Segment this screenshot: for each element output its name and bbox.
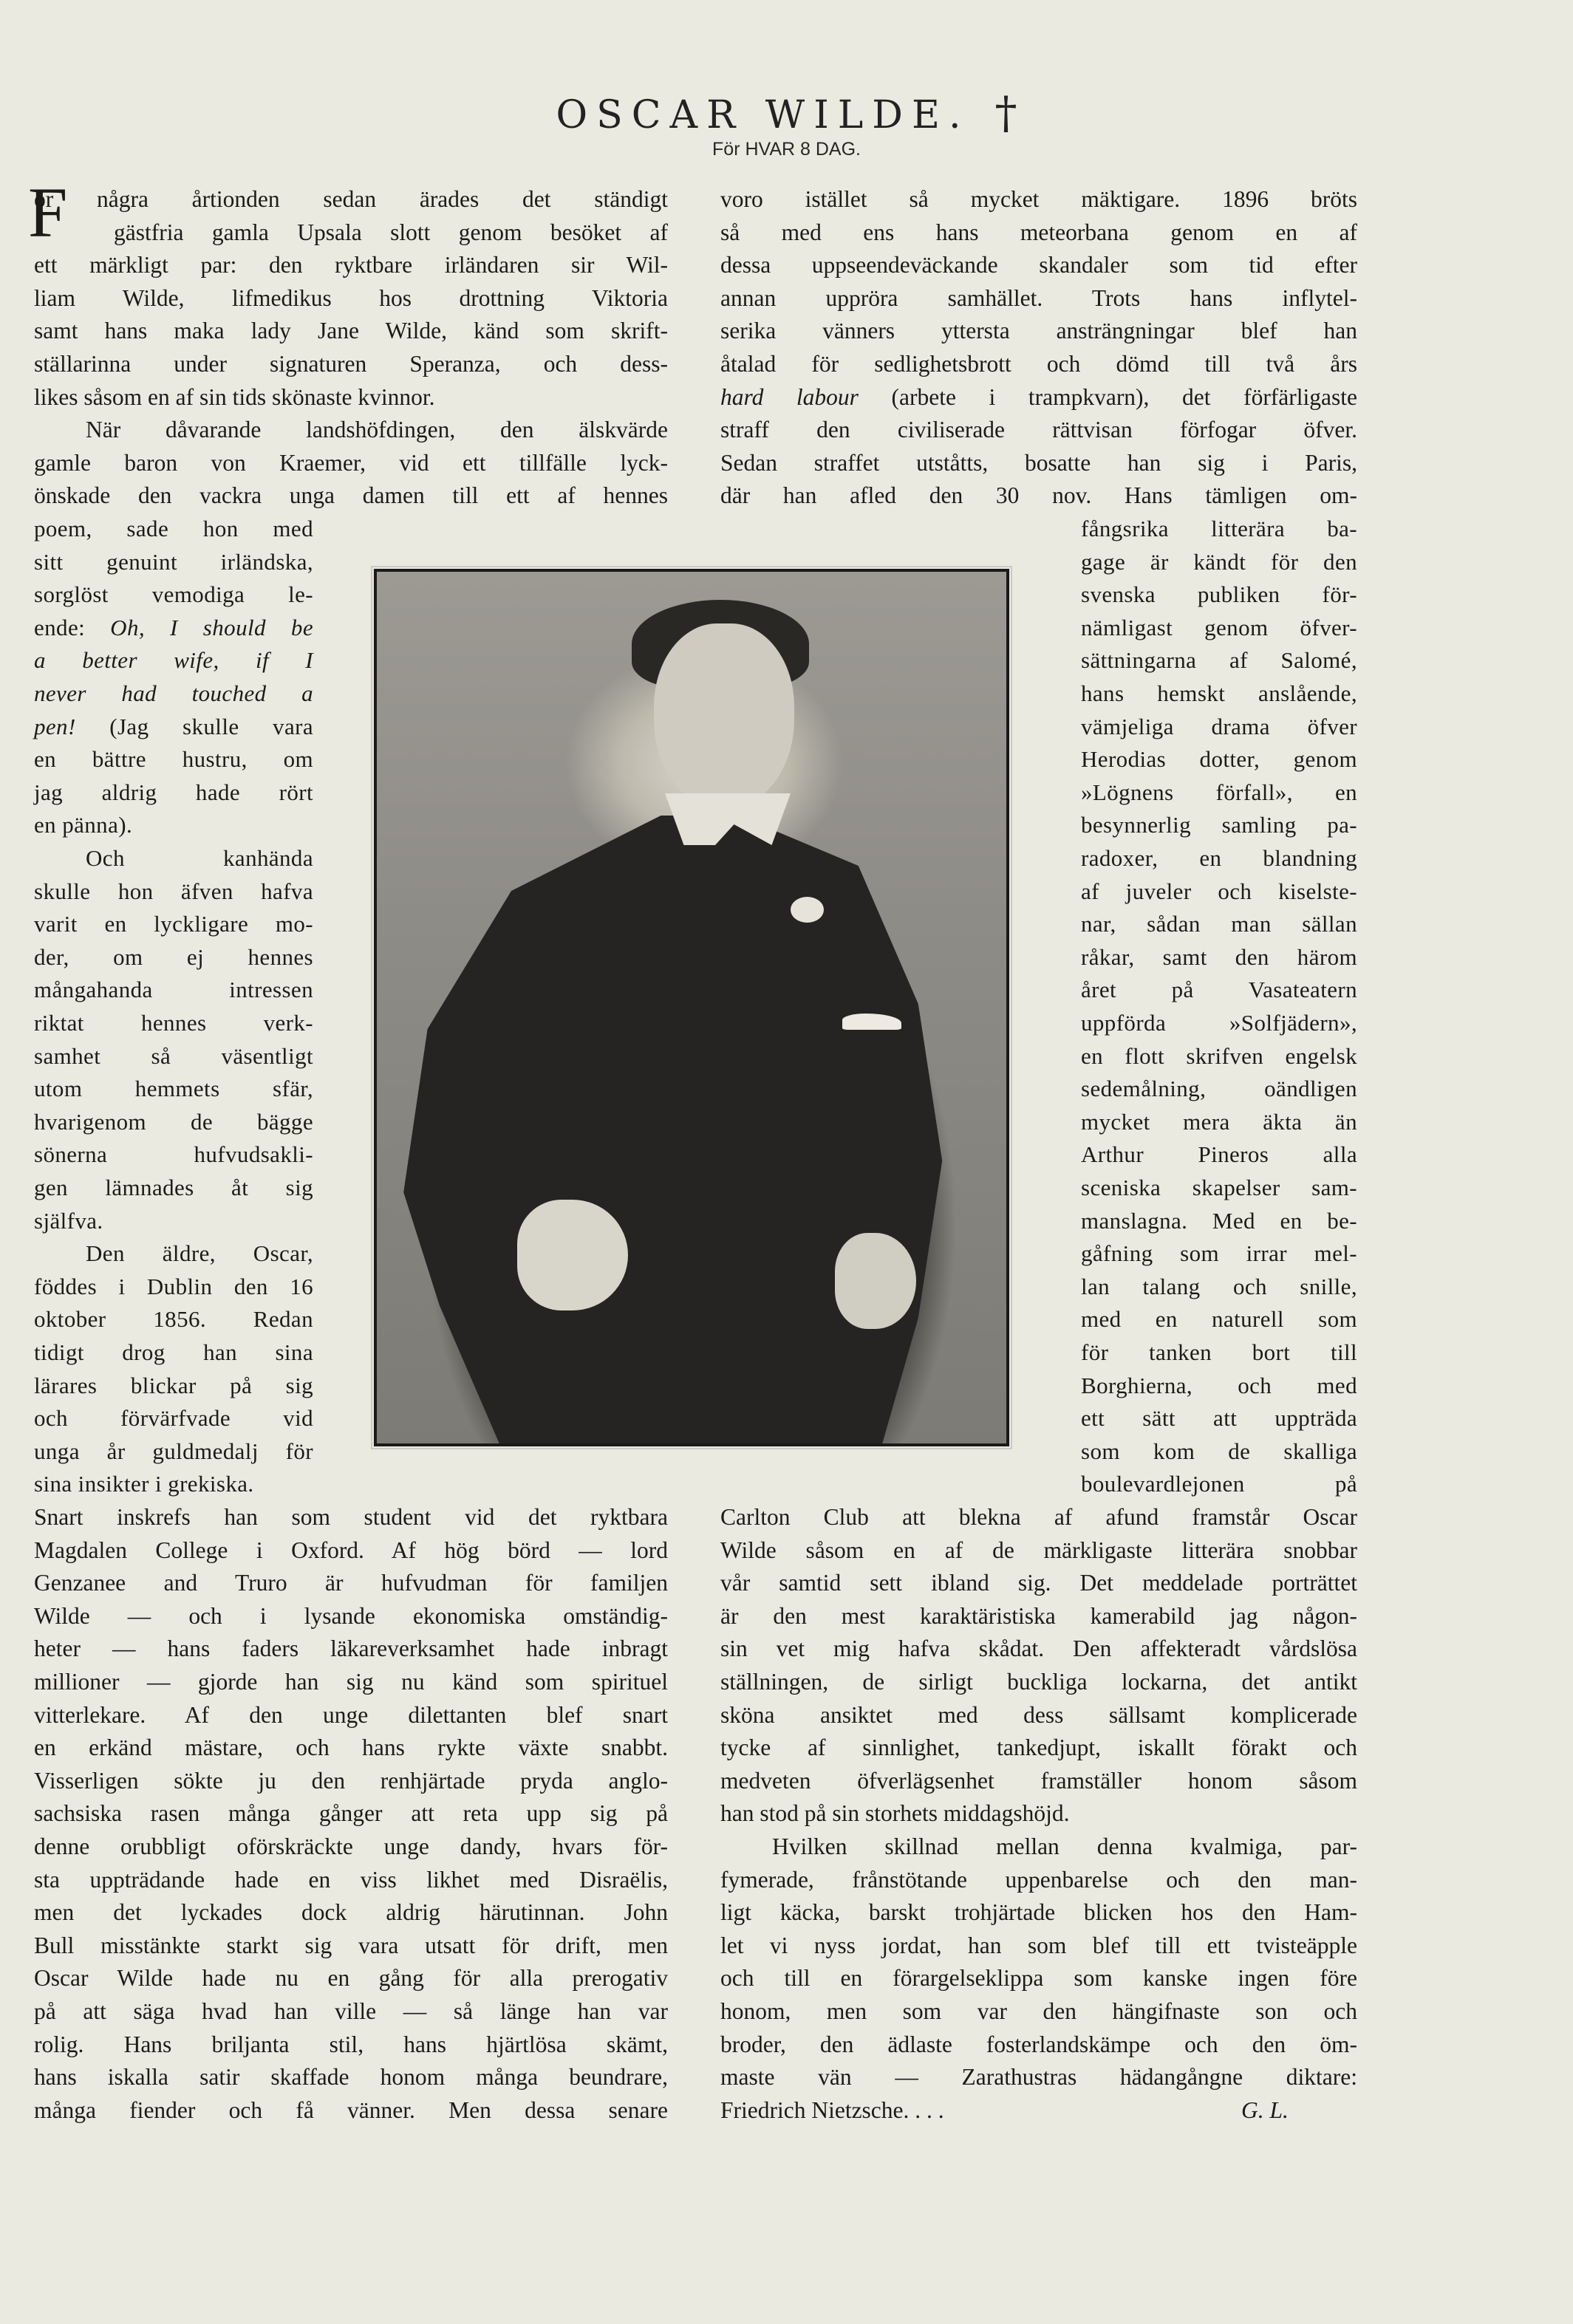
text-line: Hvilken skillnad mellan denna kvalmiga, par- (772, 1833, 1357, 1859)
text-line: året på Vasateatern (1081, 977, 1357, 1003)
text-line: annan upprörа samhället. Trots hans inflytel- (720, 284, 1357, 311)
text-line: medveten öfverlägsenhet framställer honom såsom (720, 1767, 1357, 1794)
italic-phrase: never had touched a (34, 680, 313, 706)
text-line: åtalad för sedlighetsbrott och dömd till två års (720, 351, 1357, 377)
text-line: utom hemmets sfär, (34, 1076, 313, 1102)
italic-phrase: Oh, I should be (110, 614, 313, 640)
text-line: samt hans maka lady Jane Wilde, känd som skrift- (34, 318, 668, 344)
text-line: hard labour (arbete i trampkvarn), det förfärligaste (720, 383, 1357, 410)
portrait-photo (374, 569, 1009, 1446)
photo-buttonhole-flower (791, 897, 824, 923)
text-line: sin vet mig hafva skådat. Den affekteradt vårdslösa (720, 1636, 1357, 1662)
text-line: boulevardlejonen på (1081, 1471, 1357, 1497)
text-line: besynnerlig samling pa- (1081, 812, 1357, 838)
text-line: Visserligen sökte ju den renhjärtade pryda anglo- (34, 1767, 668, 1794)
text-line: serika vänners yttersta ansträngningar blef han (720, 318, 1357, 344)
text-line: ligt käcka, barskt trohjärtade blicken hos den Ham- (720, 1899, 1357, 1926)
text-line: oktober 1856. Redan (34, 1306, 313, 1333)
text-line: och till en förargelseklippa som kanske ingen före (720, 1965, 1357, 1992)
text-line: gen lämnades åt sig (34, 1175, 313, 1200)
text-line (34, 677, 313, 710)
dagger-icon: † (994, 87, 1017, 139)
text-line: rolig. Hans briljanta stil, hans hjärtlösa skämt, (34, 2031, 668, 2057)
text-line: mycket mera äkta än (1081, 1108, 1357, 1135)
italic-phrase: a better wife, if I (34, 647, 313, 674)
text-line: en bättre hustru, om (34, 746, 313, 773)
italic-phrase: pen! (34, 713, 76, 739)
text-line: skulle hon äfven hafva (34, 878, 313, 904)
text-line: ett märkligt par: den ryktbare irländaren sir Wil- (34, 252, 668, 278)
drop-cap: F (28, 173, 68, 252)
text-line: svenska publiken för- (1081, 581, 1357, 608)
text-line: heter — hans faders läkareverksamhet hade inbragt (34, 1636, 668, 1662)
text-line: han stod på sin storhets middagshöjd. (720, 1800, 1070, 1827)
photo-hand-right (835, 1233, 916, 1329)
text-line: jag aldrig hade rört (34, 779, 313, 805)
text-line: sina insikter i grekiska. (34, 1471, 254, 1497)
text-line: en pänna). (34, 812, 133, 838)
text-line: Genzanee and Truro är hufvudman för familjen (34, 1570, 668, 1596)
text-line: lärares blickar på sig (34, 1372, 313, 1398)
text-line: på att säga hvad han ville — så länge han var (34, 1998, 668, 2024)
text-line: »Lögnens förfall», en (1081, 779, 1357, 805)
text-line: som kom de skalliga (1081, 1438, 1357, 1464)
text-line: manslagna. Med en be- (1081, 1207, 1357, 1234)
text-line: broder, den ädlaste fosterlandskämpe och den öm- (720, 2031, 1357, 2057)
text-line: sköna ansiktet med dess sällsamt komplicerade (720, 1701, 1357, 1728)
text-line: vår samtid sett ibland sig. Det meddelade porträttet (720, 1570, 1357, 1596)
author-signature: G. L. (1241, 2096, 1289, 2123)
text-line: men det lyckades dock aldrig härutinnan. John (34, 1899, 668, 1926)
text-line: ställningen, de sirligt buckliga lockarna, det antikt (720, 1669, 1357, 1695)
text-line: Borghierna, och med (1081, 1372, 1357, 1398)
text-line: och förvärfvade vid (34, 1405, 313, 1432)
text-line: sönerna hufvudsakli- (34, 1141, 313, 1168)
text-line: själfva. (34, 1207, 103, 1234)
text-line: fångsrika litterära ba- (1081, 516, 1357, 541)
text-line: många fiender och få vänner. Men dessa senare (34, 2096, 668, 2123)
text-line: ställarinna under signaturen Speranza, och dess- (34, 351, 668, 377)
text-line: nar, sådan man sällan (1081, 911, 1357, 937)
text-line: varit en lyckligare mo- (34, 911, 313, 937)
text-line: uppförda »Solfjädern», (1081, 1010, 1357, 1036)
text-line: tycke af sinnlighet, tankedjupt, iskallt förakt och (720, 1735, 1357, 1761)
text-line: sitt genuint irländska, (34, 548, 313, 575)
text-line: vitterlekare. Af den unge dilettanten blef snart (34, 1701, 668, 1728)
text-line: föddes i Dublin den 16 (34, 1273, 313, 1299)
italic-phrase: hard labour (720, 383, 859, 410)
text-line: Arthur Pineros alla (1081, 1141, 1357, 1168)
text-line: ör några årtionden sedan ärades det ständigt (34, 186, 668, 212)
text-line: Sedan straffet utståtts, bosatte han sig i Paris, (720, 449, 1357, 476)
text-line: När dåvarande landshöfdingen, den älskvärde (86, 417, 668, 443)
text-line: poem, sade hon med (34, 516, 313, 541)
text-line: gåfning som irrar mel- (1081, 1240, 1357, 1267)
text-line: honom, men som var den hängifnaste son och (720, 1998, 1357, 2024)
text-line: der, om ej hennes (34, 943, 313, 970)
text-line: voro istället så mycket mäktigare. 1896 bröts (720, 186, 1357, 212)
text-line: sachsiska rasen många gånger att reta upp sig på (34, 1800, 668, 1827)
text-line: där han afled den 30 nov. Hans tämligen om- (720, 482, 1357, 509)
text-line: hvarigenom de bägge (34, 1108, 313, 1135)
text-line: mångahanda intressen (34, 977, 313, 1003)
text-line: af juveler och kiselste- (1081, 878, 1357, 904)
text-line: gage är kändt för den (1081, 548, 1357, 575)
text-line: denne orubbligt oförskräckte unge dandy, hvars för- (34, 1833, 668, 1859)
photo-hand-left (517, 1200, 628, 1310)
text-line: Den äldre, Oscar, (86, 1240, 313, 1267)
page-title (0, 87, 1573, 139)
text-line: lan talang och snille, (1081, 1273, 1357, 1299)
text-line: sedemålning, oändligen (1081, 1076, 1357, 1102)
text-line: sta uppträdande hade en viss likhet med Disraëlis, (34, 1866, 668, 1893)
text-line: för tanken bort till (1081, 1339, 1357, 1365)
text-line: sorglöst vemodiga le- (34, 581, 313, 608)
text-line: önskade den vackra unga damen till ett af hennes (34, 482, 668, 509)
text-line: unga år guldmedalj för (34, 1438, 313, 1464)
text-line: hans iskalla satir skaffade honom många beundrare, (34, 2064, 668, 2091)
text-line: hans hemskt anslående, (1081, 680, 1357, 706)
text-line: så med ens hans meteorbana genom en af (720, 219, 1357, 245)
text-line: liam Wilde, lifmedikus hos drottning Viktoria (34, 284, 668, 311)
text-line: Magdalen College i Oxford. Af hög börd — lord (34, 1537, 668, 1563)
text-line: vämjeliga drama öfver (1081, 713, 1357, 739)
text-line: gamle baron von Kraemer, vid ett tillfälle lyck- (34, 449, 668, 476)
text-line: maste vän — Zarathustras hädangångne diktare: (720, 2064, 1357, 2091)
title-text: OSCAR WILDE. (556, 93, 970, 137)
text-line: samhet så väsentligt (34, 1042, 313, 1069)
photo-coat (392, 816, 990, 1443)
text-line: är den mest karaktäristiska kamerabild jag någon- (720, 1602, 1357, 1629)
text-line: Bull misstänkte starkt sig vara utsatt för drift, men (34, 1932, 668, 1958)
text-line: riktat hennes verk- (34, 1010, 313, 1036)
text-line: nämligast genom öfver- (1081, 614, 1357, 640)
text-line: Carlton Club att blekna af afund framstår Oscar (720, 1504, 1357, 1530)
text-line: ett sätt att uppträda (1081, 1405, 1357, 1432)
page-subtitle: För HVAR 8 DAG. (712, 139, 861, 160)
text-line: en erkänd mästare, och hans rykte växte snabbt. (34, 1735, 668, 1761)
text-line: millioner — gjorde han sig nu känd som spirituel (34, 1669, 668, 1695)
text-line: Wilde — och i lysande ekonomiska omständig- (34, 1602, 668, 1629)
text-line: Herodias dotter, genom (1081, 746, 1357, 773)
text-line: Snart inskrefs han som student vid det ryktbara (34, 1504, 668, 1530)
text-line: sättningarna af Salomé, (1081, 647, 1357, 674)
text-line: Wilde såsom en af de märkligaste litterära snobbar (720, 1537, 1357, 1563)
text-line: let vi nyss jordat, han som blef till ett tvisteäpple (720, 1932, 1357, 1958)
text-line: likes såsom en af sin tids skönaste kvinnor. (34, 383, 435, 410)
text-line: straff den civiliserade rättvisan förfogar öfver. (720, 417, 1357, 443)
text-line: Friedrich Nietzsche. . . . (720, 2096, 944, 2123)
text-line: pen! (Jag skulle vara (34, 713, 313, 739)
text-line: radoxer, en blandning (1081, 845, 1357, 871)
text-line: råkar, samt den härom (1081, 943, 1357, 970)
text-line: gästfria gamla Upsala slott genom besöket af (114, 219, 668, 245)
text-line: dessa uppseendeväckande skandaler som tid efter (720, 252, 1357, 278)
text-line: med en naturell som (1081, 1306, 1357, 1333)
text-line: Och kanhända (86, 845, 313, 871)
text-line: sceniska skapelser sam- (1081, 1175, 1357, 1200)
photo-face (654, 623, 794, 808)
text-line (34, 644, 313, 677)
text-line: tidigt drog han sina (34, 1339, 313, 1365)
text-line: en flott skrifven engelsk (1081, 1042, 1357, 1069)
text-line: ende: Oh, I should be (34, 614, 313, 640)
text-line: Oscar Wilde hade nu en gång för alla prerogativ (34, 1965, 668, 1992)
text-line: fymerade, frånstötande uppenbarelse och den man- (720, 1866, 1357, 1893)
